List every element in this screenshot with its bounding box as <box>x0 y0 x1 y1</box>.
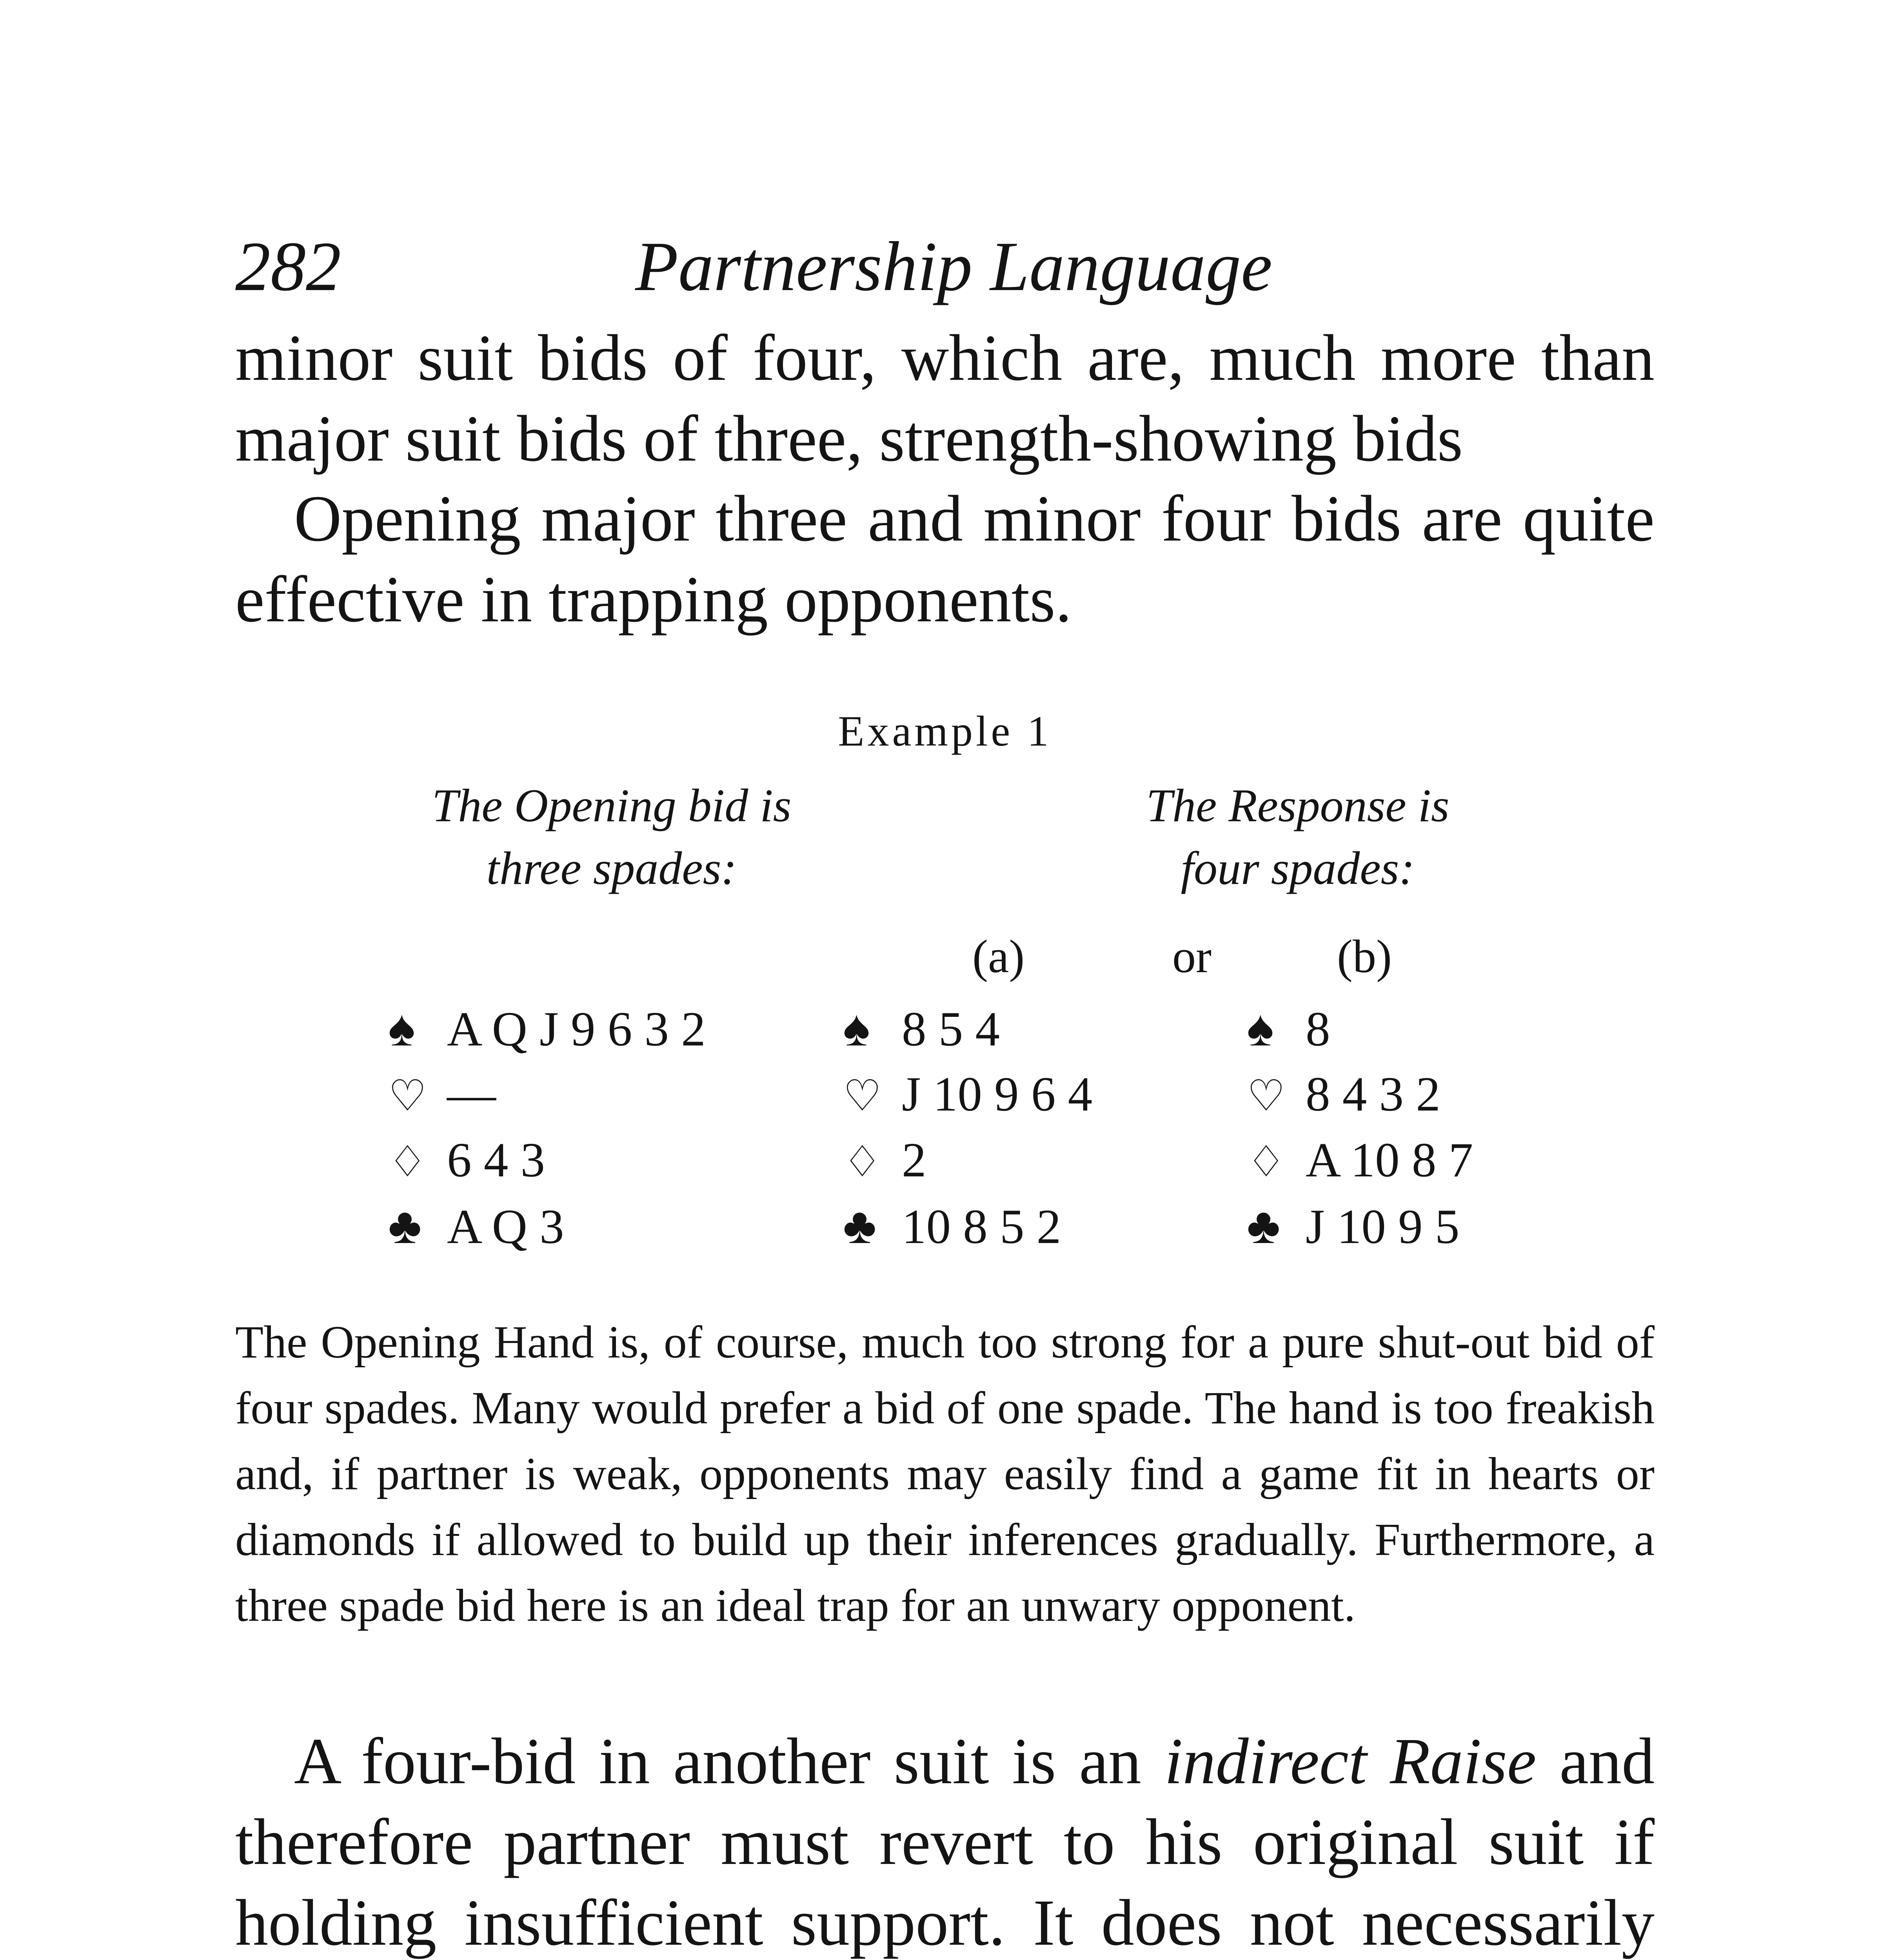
card-holding: A Q J 9 6 3 2 <box>447 1002 706 1056</box>
hand-row-spades <box>843 996 1092 1062</box>
opening-bid-heading <box>341 774 882 900</box>
hand-row-clubs <box>843 1193 1092 1259</box>
paragraph-3-emphasis: indirect Raise <box>1164 1725 1537 1798</box>
hand-row-hearts <box>388 1062 706 1127</box>
diamond-icon: ♢ <box>388 1138 427 1186</box>
response-heading-line-1: The Response is <box>1146 779 1450 831</box>
hand-row-diamonds <box>843 1127 1092 1193</box>
response-hand-a <box>843 996 1092 1259</box>
example-title: Example 1 <box>838 707 1052 755</box>
club-icon: ♣ <box>1247 1198 1281 1254</box>
heart-icon: ♡ <box>843 1072 882 1120</box>
opening-bid-heading-line-2: three spades: <box>486 842 737 894</box>
spade-icon: ♠ <box>388 1000 416 1057</box>
paragraph-3-part-1: A four-bid in another suit is an <box>294 1725 1164 1798</box>
diamond-icon: ♢ <box>843 1138 882 1186</box>
spade-icon: ♠ <box>843 1000 870 1057</box>
response-label-or: or <box>1172 930 1212 982</box>
heart-icon: ♡ <box>388 1072 427 1120</box>
response-hand-b <box>1247 996 1473 1259</box>
card-holding: 8 4 3 2 <box>1306 1067 1440 1122</box>
club-icon: ♣ <box>843 1198 877 1254</box>
hand-row-spades <box>1247 996 1473 1062</box>
paragraph-3 <box>235 1721 1655 1960</box>
hand-row-clubs <box>388 1193 706 1259</box>
example-explanation: The Opening Hand is, of course, much too strong for a pure shut-out bid of four spades. Many would prefer a bid of one spade. The hand is too freakish and, if partner is weak, opponents may easily find a game fit in hearts or diamonds if allowed to build up their inferences gradually. Furthermore, a three spade bid here is an ideal trap for an unwary opponent. <box>235 1316 1655 1631</box>
hand-row-hearts <box>1247 1062 1473 1127</box>
hand-row-clubs <box>1247 1193 1473 1259</box>
card-holding: — <box>447 1067 496 1122</box>
hand-row-spades <box>388 996 706 1062</box>
response-label-b: (b) <box>1337 930 1392 982</box>
opening-bid-heading-line-1: The Opening bid is <box>432 779 792 831</box>
hand-row-diamonds <box>1247 1127 1473 1193</box>
heart-icon: ♡ <box>1247 1072 1286 1120</box>
response-label-a: (a) <box>972 930 1025 982</box>
running-title: Partnership Language <box>635 227 1273 305</box>
page-number: 282 <box>235 227 341 305</box>
card-holding: 10 8 5 2 <box>902 1200 1061 1254</box>
paragraph-3-part-2: and therefore partner must revert to his original suit if holding insufficient support. It does not necessarily <box>235 1725 1655 1959</box>
page-header <box>235 220 1655 314</box>
card-holding: J 10 9 6 4 <box>902 1067 1093 1122</box>
hand-row-hearts <box>843 1062 1092 1127</box>
card-holding: 8 <box>1306 1002 1330 1056</box>
club-icon: ♣ <box>388 1198 422 1254</box>
opening-hand <box>388 996 706 1259</box>
spade-icon: ♠ <box>1247 1000 1274 1057</box>
paragraph-1: minor suit bids of four, which are, much more than major suit bids of three, strength-showing bids <box>235 321 1655 475</box>
card-holding: A 10 8 7 <box>1306 1133 1473 1187</box>
card-holding: A Q 3 <box>447 1200 564 1254</box>
hand-row-diamonds <box>388 1127 706 1193</box>
diamond-icon: ♢ <box>1247 1138 1286 1186</box>
response-heading-line-2: four spades: <box>1181 842 1415 894</box>
card-holding: 2 <box>902 1133 926 1187</box>
card-holding: J 10 9 5 <box>1306 1200 1460 1254</box>
card-holding: 8 5 4 <box>902 1002 1000 1056</box>
paragraph-2: Opening major three and minor four bids are quite effective in trapping opponents. <box>235 482 1655 636</box>
response-heading <box>1023 774 1572 900</box>
card-holding: 6 4 3 <box>447 1133 545 1187</box>
